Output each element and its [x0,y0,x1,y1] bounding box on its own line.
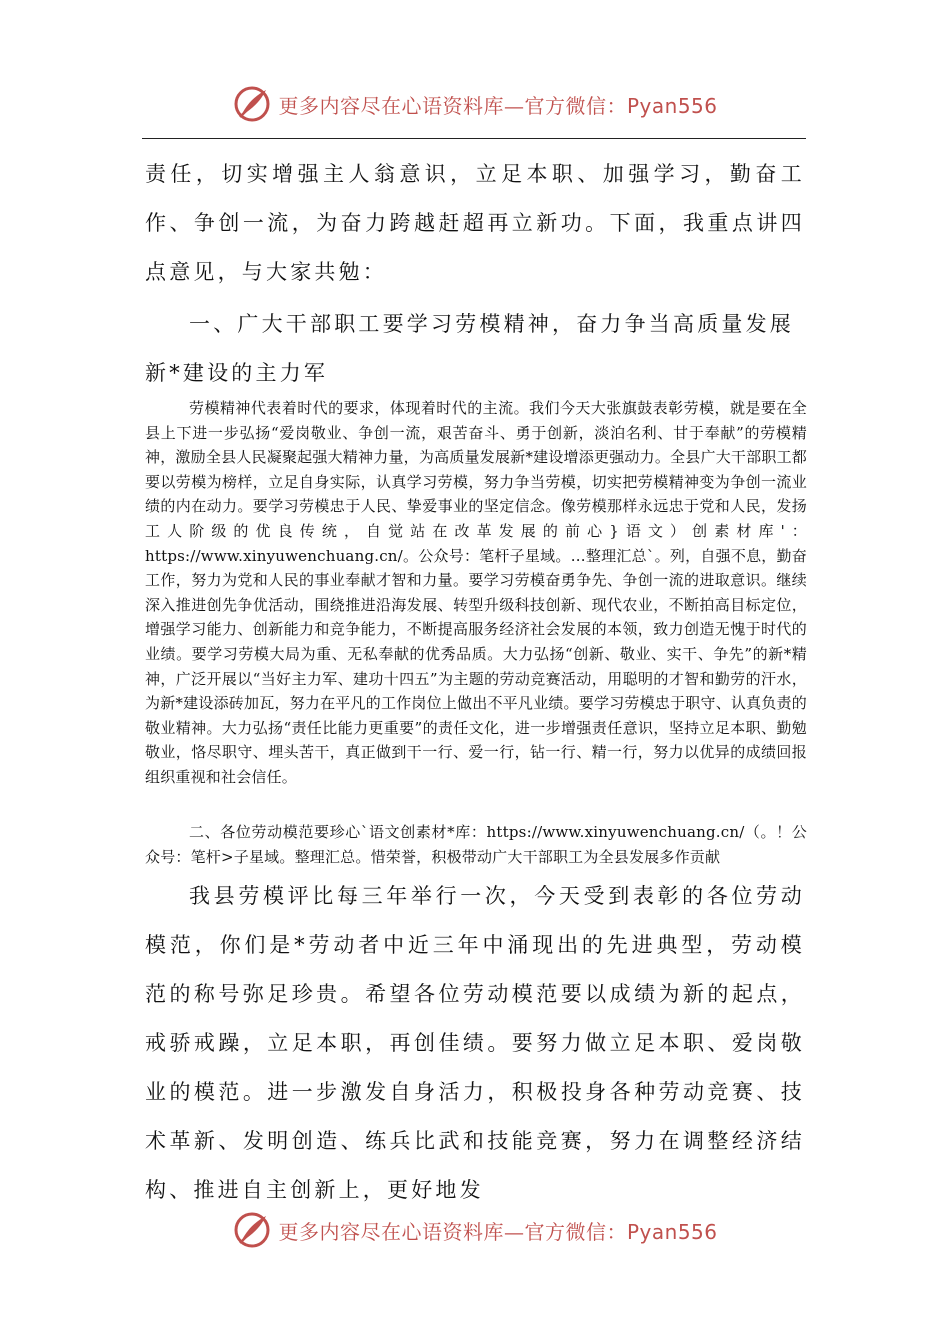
feather-quill-logo-icon [232,1210,272,1250]
paragraph-big-2: 我县劳模评比每三年举行一次，今天受到表彰的各位劳动模范，你们是*劳动者中近三年中涌现出的先进典型，劳动模范的称号弥足珍贵。希望各位劳动模范要以成绩为新的起点，戒骄戒躁，立足本职，再创佳绩。要努力做立足本职、爱岗敬业的模范。进一步激发自身活力，积极投身各种劳动竞赛、技术革新、发明创造、练兵比武和技能竞赛，努力在调整经济结构、推进自主创新上，更好地发 [145,884,805,1202]
header-divider [142,138,806,139]
section-heading-2: 二、各位劳动模范要珍心`语文创素材*库：https://www.xinyuwenchuang.cn/（。！公众号：笔杆>子星域。整理汇总。惜荣誉，积极带动广大干部职工为全县发展多作贡献 [145,823,807,866]
banner-contact: Pyan556 [626,1219,718,1244]
banner-text [278,90,717,119]
banner-text [278,1216,717,1245]
feather-quill-logo-icon [232,84,272,124]
footer-banner [0,1208,950,1252]
section-heading-1: 一、广大干部职工要学习劳模精神，奋力争当高质量发展新*建设的主力军 [145,312,794,385]
banner-contact: Pyan556 [626,93,718,118]
banner-slogan: 更多内容尽在心语资料库—官方微信： [278,1219,627,1244]
header-banner [0,82,950,126]
banner-slogan: 更多内容尽在心语资料库—官方微信： [278,93,627,118]
paragraph-small-1: 劳模精神代表着时代的要求，体现着时代的主流。我们今天大张旗鼓表彰劳模，就是要在全县上下进一步弘扬“爱岗敬业、争创一流，艰苦奋斗、勇于创新，淡泊名利、甘于奉献”的劳模精神，激励全县人民凝聚起强大精神力量，为高质量发展新*建设增添更强动力。全县广大干部职工都要以劳模为榜样，立足自身实际，认真学习劳模，努力争当劳模，切实把劳模精神变为争创一流业绩的内在动力。要学习劳模忠于人民、挚爱事业的坚定信念。像劳模那样永远忠于党和人民，发扬工人阶级的优良传统，自觉站在改革发展的前心}语文）创素材库'：https://www.xinyuwenchuang.cn/。公众号：笔杆子星域。…整理汇总`。列，自强不息，勤奋工作，努力为党和人民的事业奉献才智和力量。要学习劳模奋勇争先、争创一流的进取意识。继续深入推进创先争优活动，围绕推进沿海发展、转型升级科技创新、现代农业，不断拍高目标定位，增强学习能力、创新能力和竞争能力，不断提高服务经济社会发展的本领，致力创造无愧于时代的业绩。要学习劳模大局为重、无私奉献的优秀品质。大力弘扬“创新、敬业、实干、争先”的新*精神，广泛开展以“当好主力军、建功十四五”为主题的劳动竞赛活动，用聪明的才智和勤劳的汗水，为新*建设添砖加瓦，努力在平凡的工作岗位上做出不平凡业绩。要学习劳模忠于职守、认真负责的敬业精神。大力弘扬“责任比能力更重要”的责任文化，进一步增强责任意识，坚持立足本职、勤勉敬业，恪尽职守、埋头苦干，真正做到干一行、爱一行，钻一行、精一行，努力以优异的成绩回报组织重视和社会信任。 [145,399,807,786]
paragraph-continued: 责任，切实增强主人翁意识，立足本职、加强学习，勤奋工作、争创一流，为奋力跨越赶超再立新功。下面，我重点讲四点意见，与大家共勉： [145,162,805,284]
